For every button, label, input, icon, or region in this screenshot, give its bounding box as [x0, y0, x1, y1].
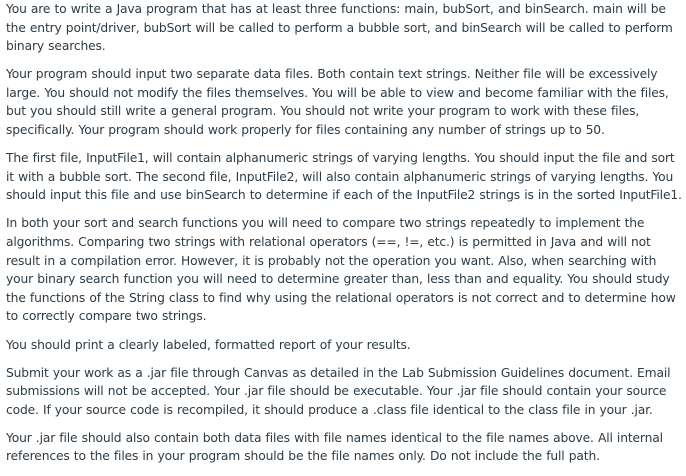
paragraph-sort-and-search: The first file, InputFile1, will contain alphanumeric strings of varying lengths. You should input the file and sort it with a bubble sort. The second file, InputFile2, will also contain alphanumeric strings of varying lengths. You should input this file and use binSearch to determine if each of the InputFile2 strings is in the sorted InputFile1. — [6, 151, 682, 203]
paragraph-report: You should print a clearly labeled, formatted report of your results. — [6, 337, 411, 352]
paragraph-input-files: Your program should input two separate data files. Both contain text strings. Neither file will be excessively large. You should not modify the files themselves. You will be able to view and become familiar with the files, but you should still write a general program. You should not write your program to work with these files, specifically. Your program should work properly for files containing any number of strings up to 50. — [6, 67, 669, 138]
paragraph-data-files: Your .jar file should also contain both data files with file names identical to the file names above. All internal references to the files in your program should be the file names only. Do not include the full path. — [6, 430, 663, 464]
assignment-instructions — [6, 0, 686, 476]
paragraph-functions-overview: You are to write a Java program that has at least three functions: main, bubSort, and binSearch. main will be the entry point/driver, bubSort will be called to perform a bubble sort, and binSearch will be called to perform binary searches. — [6, 2, 673, 54]
paragraph-string-comparison: In both your sort and search functions you will need to compare two strings repeatedly to implement the algorithms. Comparing two strings with relational operators (==, !=, etc.) is permitted in Java and will not result in a compilation error. However, it is probably not the operation you want. Also, when searching with your binary search function you will need to determine greater than, less than and equality. You should study the functions of the String class to find why using the relational operators is not correct and to determine how to correctly compare two strings. — [6, 216, 676, 324]
paragraph-submission: Submit your work as a .jar file through Canvas as detailed in the Lab Submission Guidelines document. Email submissions will not be accepted. Your .jar file should be executable. Your .jar file should contain your source code. If your source code is recompiled, it should produce a .class file identical to the class file in your .jar. — [6, 365, 671, 417]
